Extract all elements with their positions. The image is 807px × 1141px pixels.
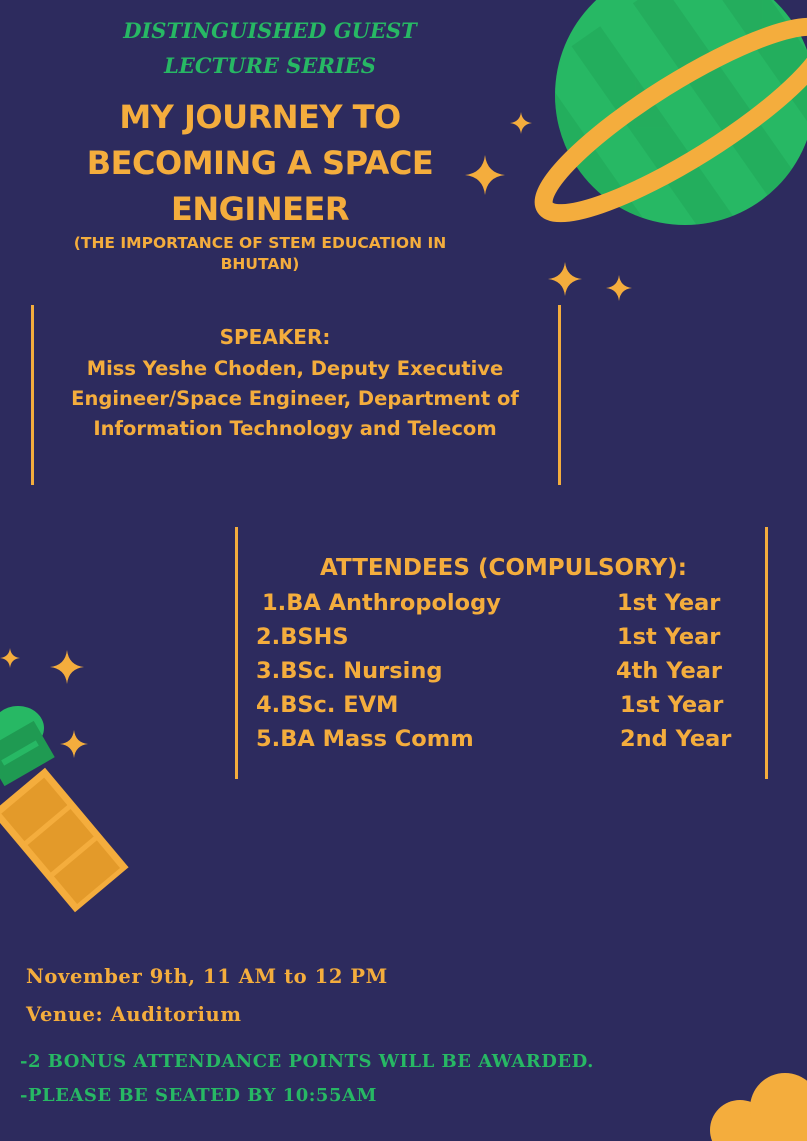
planet-icon [520,0,807,250]
series-line-2: LECTURE SERIES [164,53,376,78]
series-line-1: DISTINGUISHED GUEST [123,18,417,43]
lecture-subtitle [30,233,490,275]
star-icon [50,650,84,684]
speaker-right-divider [558,305,561,485]
item-program: BSHS [280,624,349,650]
star-icon [548,262,582,296]
attendees-right-divider [765,527,768,779]
speaker-line-3: Information Technology and Telecom [93,417,497,440]
notice-seating-time: -PLEASE BE SEATED BY 10:55AM [20,1085,377,1106]
item-year: 1st Year [617,624,721,650]
item-year: 4th Year [616,658,723,684]
cloud-icon [700,1070,807,1141]
item-program: BSc. Nursing [280,658,443,684]
item-program: BSc. EVM [280,692,399,718]
item-year: 1st Year [617,590,721,616]
title-line-2: BECOMING A SPACE [86,144,434,182]
list-item [256,654,442,688]
item-program: BA Anthropology [286,590,501,616]
subtitle-line-2: BHUTAN) [220,255,300,273]
notice-bonus-points: -2 BONUS ATTENDANCE POINTS WILL BE AWARDED. [20,1051,594,1072]
speaker-heading: SPEAKER: [219,325,331,349]
speaker-left-divider [31,305,34,485]
item-number: 3. [256,658,281,684]
item-number: 4. [256,692,281,718]
item-program: BA Mass Comm [280,726,474,752]
star-icon [0,648,20,668]
list-item [256,688,398,722]
item-year: 1st Year [620,692,724,718]
list-item [256,722,474,756]
star-icon [606,275,632,301]
event-datetime: November 9th, 11 AM to 12 PM [26,965,388,988]
item-number: 2. [256,624,281,650]
item-year: 2nd Year [620,726,732,752]
list-item [262,586,501,620]
speaker-details [40,354,550,444]
speaker-line-1: Miss Yeshe Choden, Deputy Executive [86,357,504,380]
title-line-1: MY JOURNEY TO [119,98,401,136]
item-number: 1. [262,590,287,616]
subtitle-line-1: (THE IMPORTANCE OF STEM EDUCATION IN [73,234,447,252]
event-venue: Venue: Auditorium [26,1003,242,1026]
list-item [256,620,349,654]
speaker-line-2: Engineer/Space Engineer, Department of [71,387,519,410]
attendees-heading: ATTENDEES (COMPULSORY): [320,555,687,581]
attendees-left-divider [235,527,238,779]
item-number: 5. [256,726,281,752]
star-icon [510,112,532,134]
satellite-icon [0,690,140,915]
lecture-title [40,94,480,232]
series-heading [60,13,480,83]
title-line-3: ENGINEER [171,190,349,228]
